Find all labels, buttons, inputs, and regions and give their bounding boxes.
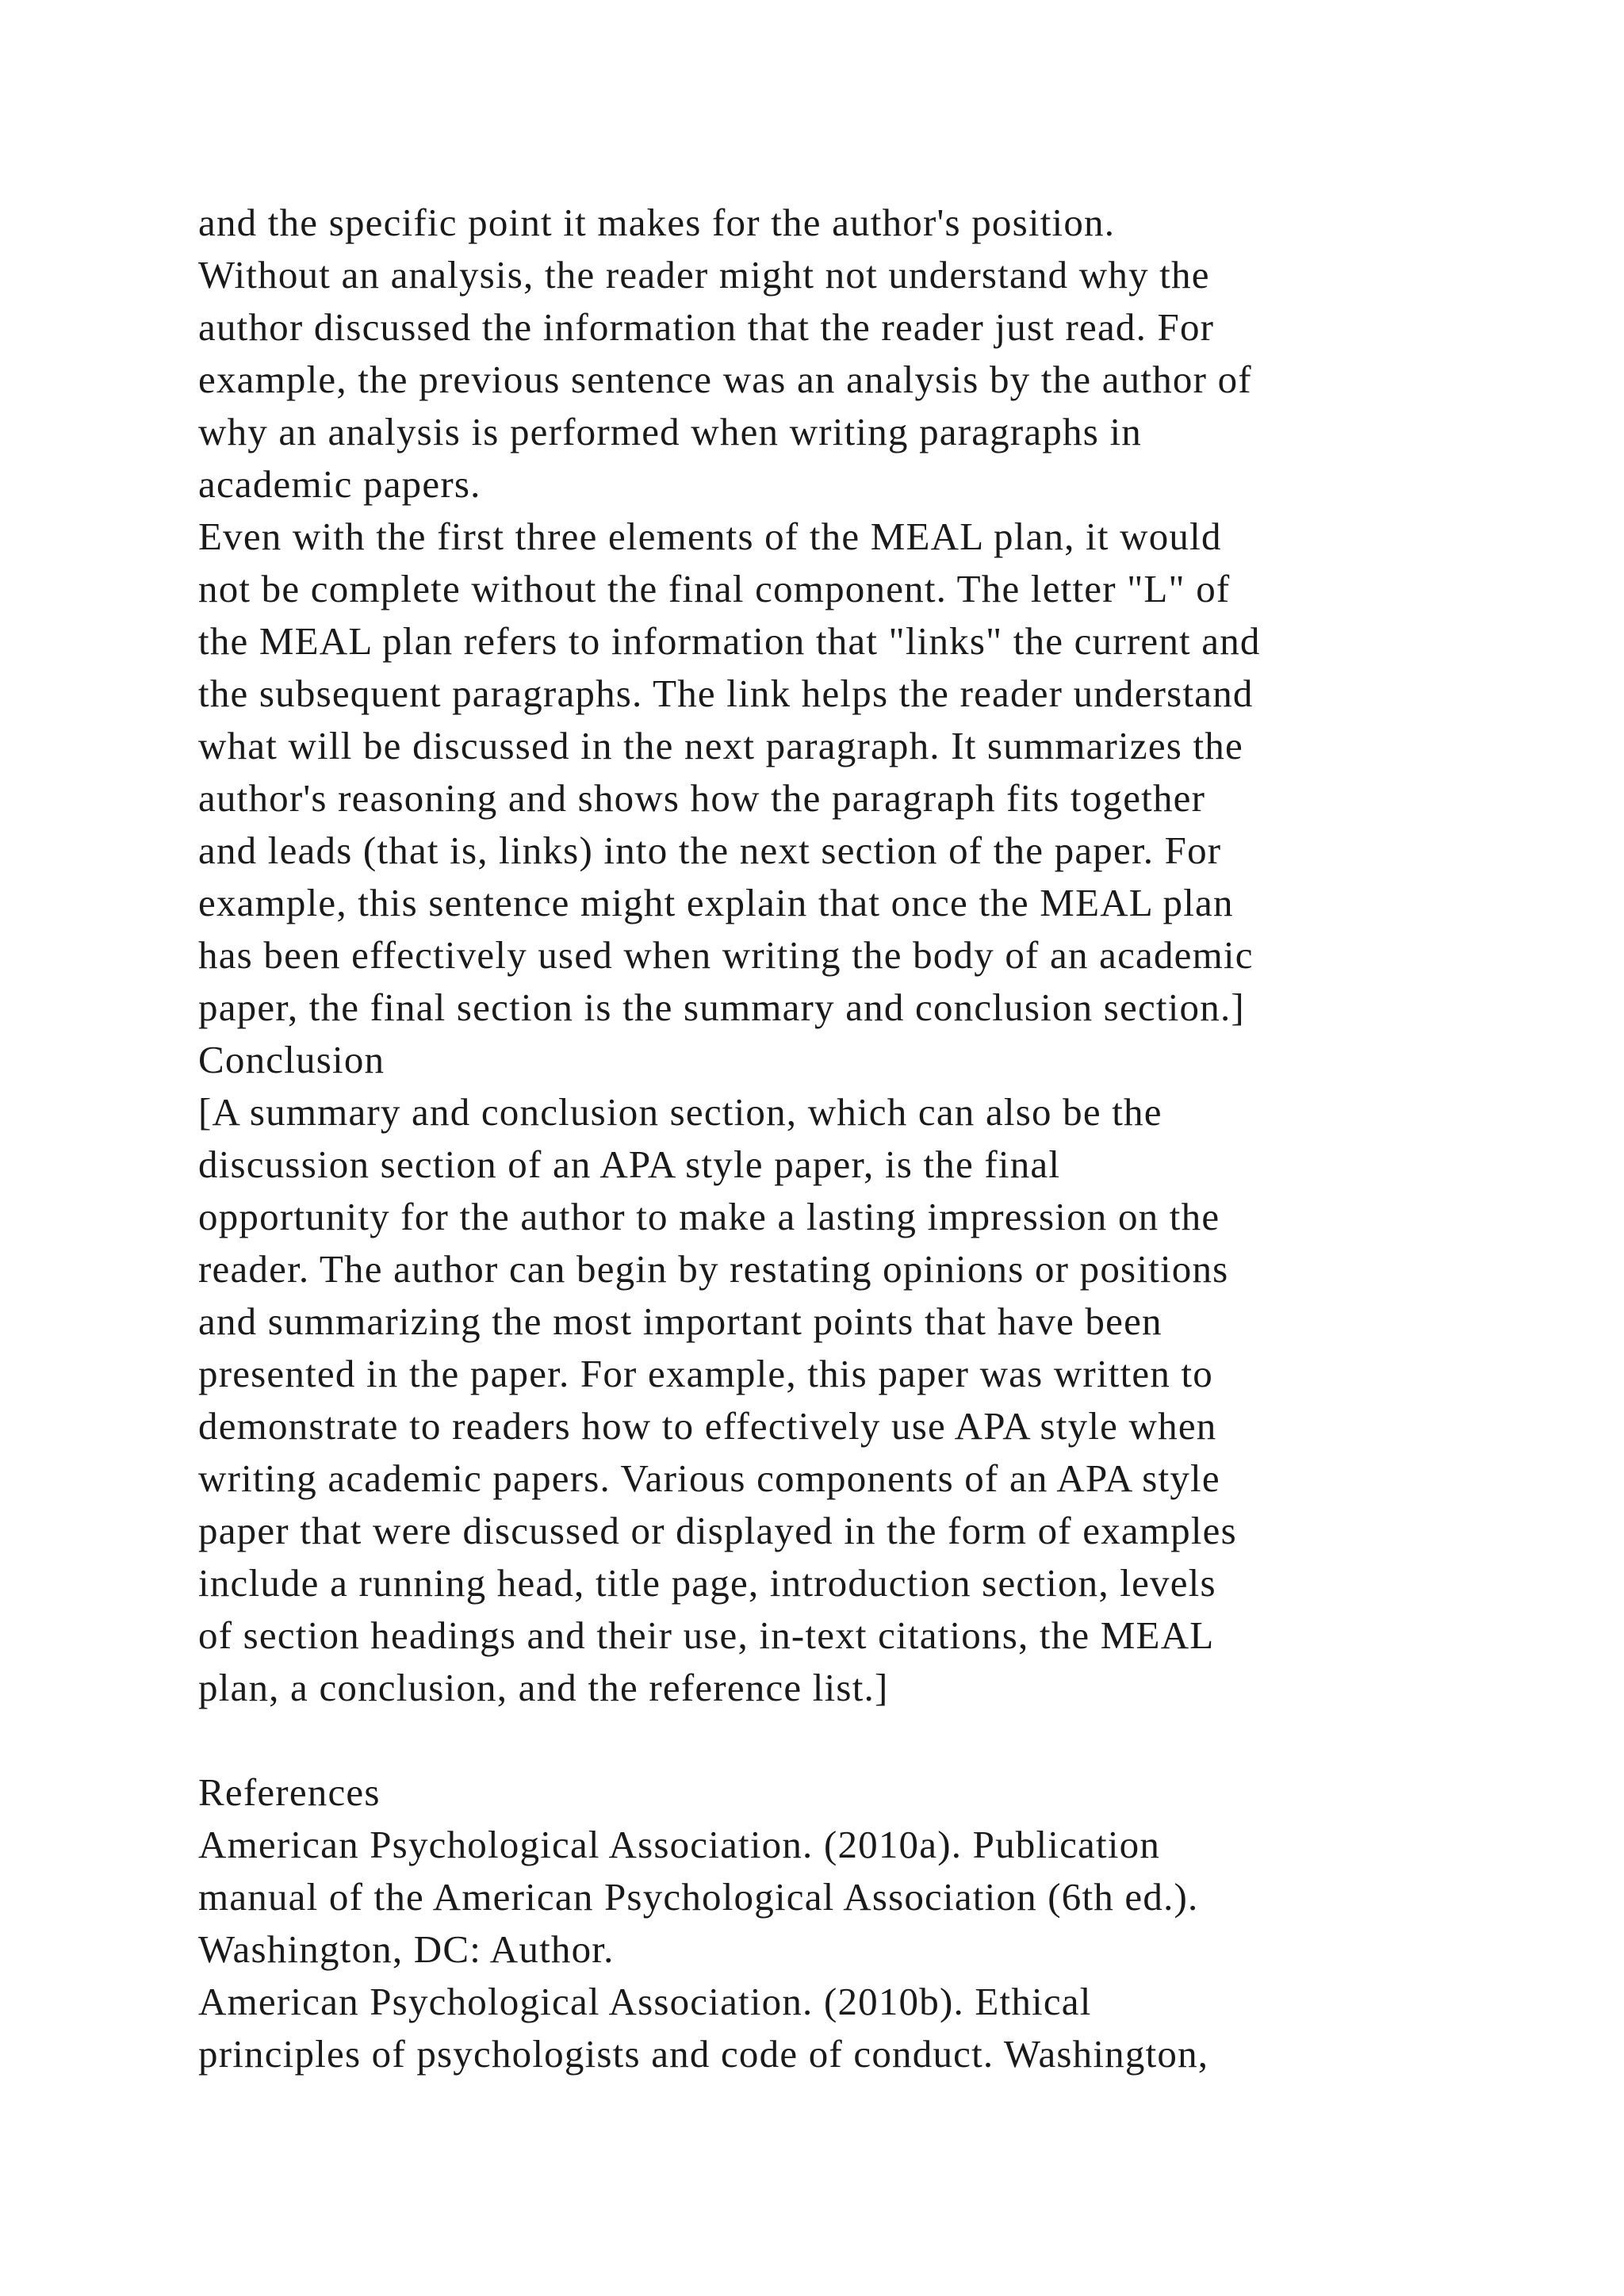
- text-line: discussion section of an APA style paper, is the final: [198, 1142, 1061, 1186]
- blank-line: [198, 1714, 1610, 1766]
- text-line: example, this sentence might explain that once the MEAL plan: [198, 881, 1234, 924]
- link-paragraph: [198, 511, 1610, 1034]
- text-line: paper that were discussed or displayed in the form of examples: [198, 1509, 1237, 1552]
- analysis-paragraph: [198, 197, 1610, 511]
- text-line: the MEAL plan refers to information that "links" the current and: [198, 619, 1261, 663]
- text-line: academic papers.: [198, 462, 481, 506]
- text-line: Without an analysis, the reader might not understand why the: [198, 253, 1210, 297]
- text-line: reader. The author can begin by restating opinions or positions: [198, 1247, 1229, 1291]
- document-body: [198, 197, 1610, 2080]
- text-line: of section headings and their use, in-text citations, the MEAL: [198, 1613, 1215, 1657]
- text-line: principles of psychologists and code of conduct. Washington,: [198, 2032, 1209, 2076]
- text-line: example, the previous sentence was an analysis by the author of: [198, 358, 1252, 401]
- conclusion-heading: Conclusion: [198, 1038, 385, 1081]
- text-line: and summarizing the most important points that have been: [198, 1299, 1162, 1343]
- text-line: manual of the American Psychological Association (6th ed.).: [198, 1875, 1199, 1919]
- text-line: the subsequent paragraphs. The link helps the reader understand: [198, 672, 1254, 715]
- reference-entry: [198, 1976, 1610, 2080]
- text-line: include a running head, title page, introduction section, levels: [198, 1561, 1216, 1605]
- text-line: writing academic papers. Various components of an APA style: [198, 1456, 1220, 1500]
- text-line: author's reasoning and shows how the paragraph fits together: [198, 776, 1206, 820]
- text-line: opportunity for the author to make a lasting impression on the: [198, 1195, 1220, 1238]
- references-heading: References: [198, 1770, 381, 1814]
- text-line: not be complete without the final component. The letter "L" of: [198, 567, 1231, 610]
- conclusion-paragraph: [198, 1086, 1610, 1714]
- text-line: Washington, DC: Author.: [198, 1927, 615, 1971]
- text-line: [A summary and conclusion section, which can also be the: [198, 1090, 1162, 1134]
- text-line: and the specific point it makes for the author's position.: [198, 201, 1116, 244]
- text-line: why an analysis is performed when writing paragraphs in: [198, 410, 1142, 453]
- text-line: demonstrate to readers how to effectively use APA style when: [198, 1404, 1217, 1448]
- text-line: presented in the paper. For example, this paper was written to: [198, 1352, 1213, 1395]
- text-line: has been effectively used when writing the body of an academic: [198, 933, 1254, 977]
- text-line: plan, a conclusion, and the reference list.]: [198, 1666, 889, 1709]
- text-line: and leads (that is, links) into the next section of the paper. For: [198, 828, 1222, 872]
- text-line: American Psychological Association. (2010a). Publication: [198, 1823, 1161, 1866]
- text-line: American Psychological Association. (2010b). Ethical: [198, 1980, 1092, 2023]
- reference-entry: [198, 1819, 1610, 1976]
- text-line: Even with the first three elements of the MEAL plan, it would: [198, 515, 1222, 558]
- text-line: author discussed the information that the reader just read. For: [198, 305, 1215, 349]
- text-line: paper, the final section is the summary and conclusion section.]: [198, 985, 1245, 1029]
- text-line: what will be discussed in the next paragraph. It summarizes the: [198, 724, 1243, 767]
